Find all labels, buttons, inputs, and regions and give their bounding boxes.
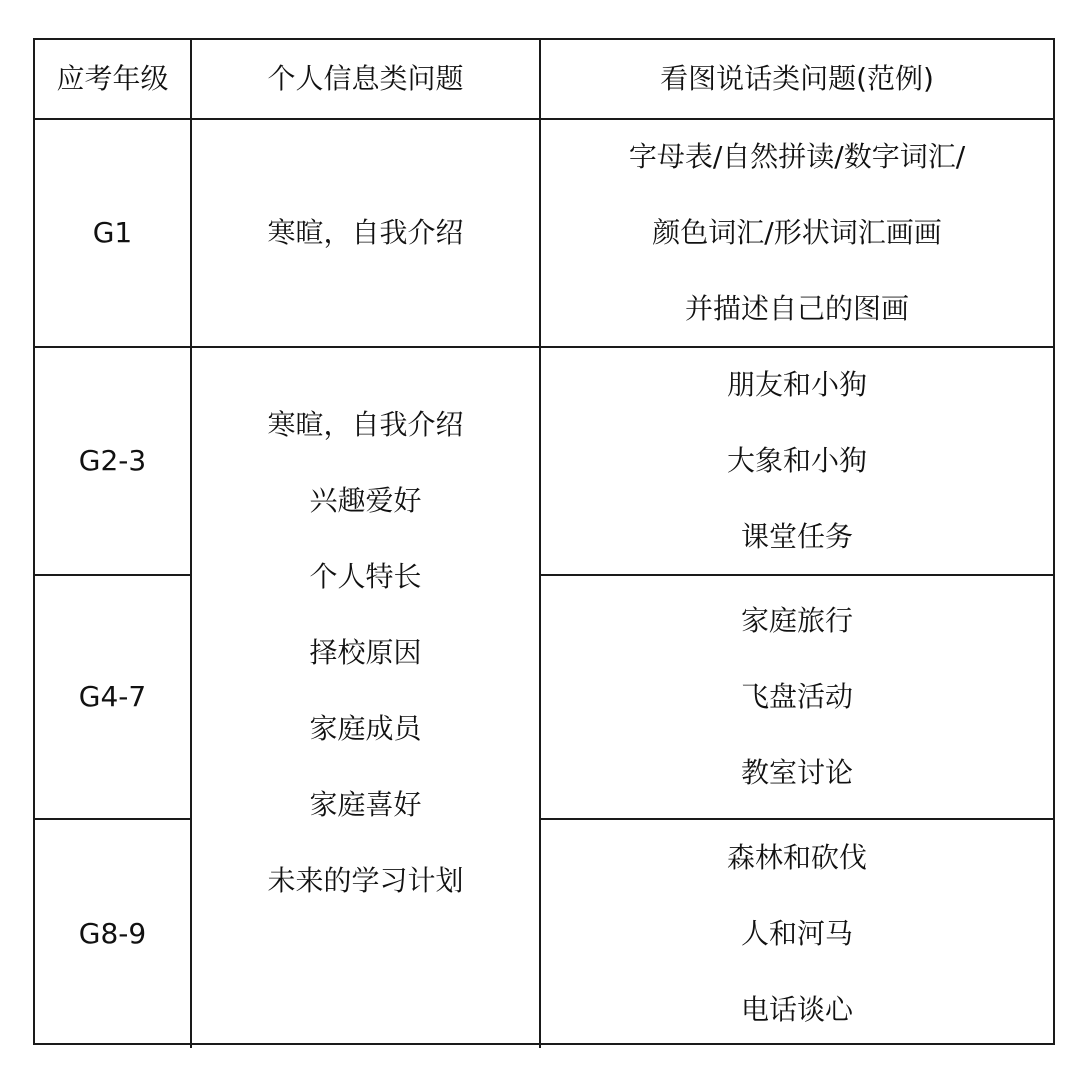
picture-line: 字母表/自然拼读/数字词汇/ bbox=[628, 140, 966, 173]
personal-line: 择校原因 bbox=[309, 636, 422, 669]
header-picture-questions: 看图说话类问题(范例) bbox=[539, 40, 1053, 118]
picture-cell-g8-9 bbox=[539, 818, 1053, 1048]
picture-cell-g1 bbox=[539, 118, 1053, 346]
personal-lines-g2-9 bbox=[267, 387, 463, 919]
picture-lines-g4-7 bbox=[741, 583, 853, 811]
picture-lines-g8-9 bbox=[727, 820, 867, 1048]
picture-line: 并描述自己的图画 bbox=[684, 292, 909, 325]
grade-cell-g4-7: G4-7 bbox=[35, 574, 190, 818]
personal-line: 兴趣爱好 bbox=[309, 484, 422, 517]
personal-lines-g1 bbox=[267, 195, 463, 271]
personal-cell-g2-9 bbox=[190, 346, 539, 1048]
grade-cell-g8-9: G8-9 bbox=[35, 818, 190, 1048]
picture-lines-g1 bbox=[629, 119, 965, 347]
picture-line: 家庭旅行 bbox=[740, 604, 853, 637]
header-grade: 应考年级 bbox=[56, 62, 169, 95]
grade-cell-g1: G1 bbox=[35, 118, 190, 346]
personal-line: 个人特长 bbox=[309, 560, 422, 593]
picture-line: 大象和小狗 bbox=[726, 444, 867, 477]
personal-line: 未来的学习计划 bbox=[267, 864, 464, 897]
picture-line: 电话谈心 bbox=[740, 993, 853, 1026]
picture-line: 课堂任务 bbox=[740, 520, 853, 553]
picture-line: 人和河马 bbox=[740, 917, 853, 950]
personal-line: 家庭喜好 bbox=[309, 788, 422, 821]
picture-line: 森林和砍伐 bbox=[726, 841, 867, 874]
picture-cell-g2-3 bbox=[539, 346, 1053, 574]
picture-line: 飞盘活动 bbox=[740, 680, 853, 713]
header-personal-questions: 个人信息类问题 bbox=[190, 40, 539, 118]
personal-line: 寒暄，自我介绍 bbox=[267, 408, 464, 441]
exam-question-table bbox=[33, 38, 1055, 1045]
personal-cell-g1 bbox=[190, 118, 539, 346]
picture-cell-g4-7 bbox=[539, 574, 1053, 818]
picture-line: 颜色词汇/形状词汇画画 bbox=[652, 216, 942, 249]
personal-line: 寒暄，自我介绍 bbox=[267, 216, 464, 249]
picture-lines-g2-3 bbox=[727, 347, 867, 575]
personal-line: 家庭成员 bbox=[309, 712, 422, 745]
picture-line: 教室讨论 bbox=[740, 756, 853, 789]
grade-cell-g2-3: G2-3 bbox=[35, 346, 190, 574]
picture-line: 朋友和小狗 bbox=[726, 368, 867, 401]
